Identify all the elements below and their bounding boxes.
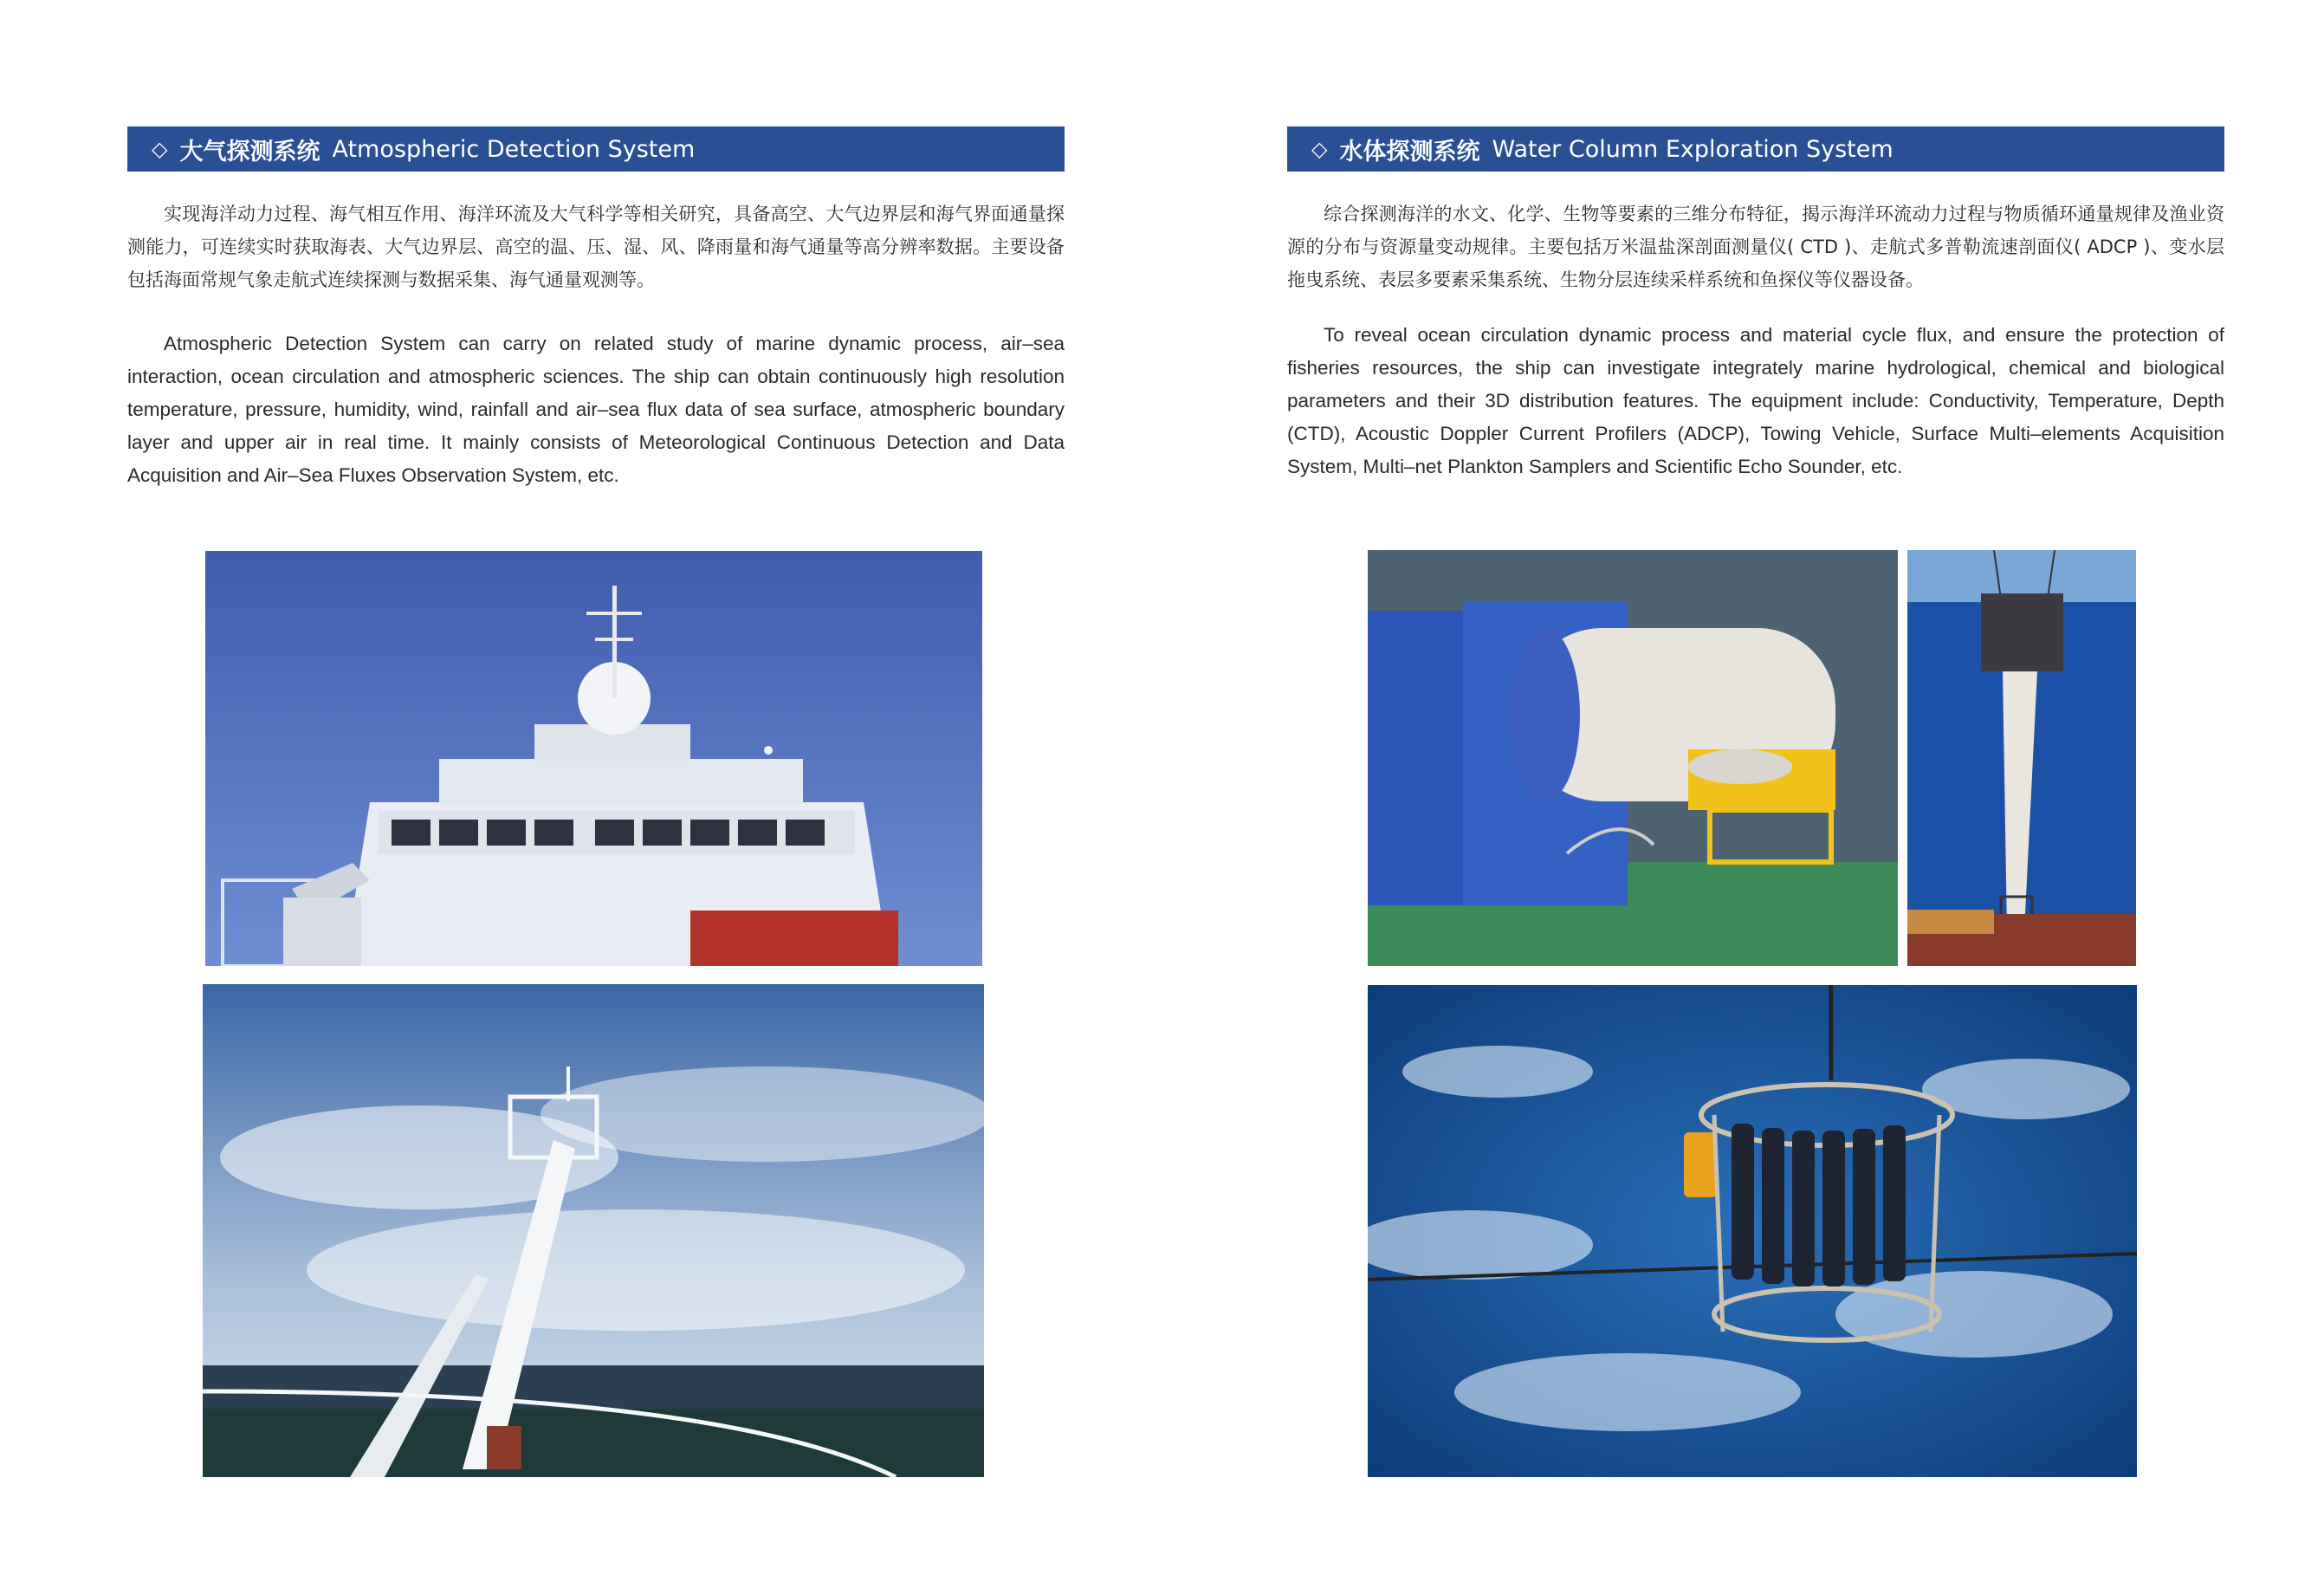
section-title-en: Water Column Exploration System xyxy=(1492,135,1894,163)
diamond-outline-icon: ◇ xyxy=(152,137,168,161)
water-column-description-zh: 综合探测海洋的水文、化学、生物等要素的三维分布特征，揭示海洋环流动力过程与物质循环通量规律及渔业资源的分布与资源量变动规律。主要包括万米温盐深剖面测量仪( CTD )、走航式多普勒流速剖面仪( ADCP )、变水层拖曳系统、表层多要素采集系统、生物分层连续采样系统和鱼探仪等仪器设备。 xyxy=(1287,204,2224,290)
water-column-section-header xyxy=(1287,126,2224,172)
ctd-rosette-photo xyxy=(1368,985,2137,1477)
plankton-sampler-photo xyxy=(1907,550,2136,966)
winch-towing-vehicle-photo xyxy=(1368,550,1898,966)
section-title-zh: 水体探测系统 xyxy=(1339,138,1480,165)
atmospheric-section-header xyxy=(127,126,1065,172)
diamond-outline-icon: ◇ xyxy=(1311,137,1328,161)
atmospheric-description-en: Atmospheric Detection System can carry on related study of marine dynamic process, air–sea interaction, ocean circulation and atmospheric sciences. The ship can obtain continuously high resolution temperature, pressure, humidity, wind, rainfall and air–sea flux data of sea surface, atmospheric boundary layer and upper air in real time. It mainly consists of Meteorological Continuous Detection and Data Acquisition and Air–Sea Fluxes Observation System, etc. xyxy=(127,333,1065,486)
section-title-en: Atmospheric Detection System xyxy=(332,135,696,163)
section-title-zh: 大气探测系统 xyxy=(179,138,320,165)
meteorological-mast-photo xyxy=(203,984,984,1477)
ship-bridge-photo xyxy=(205,551,982,966)
water-column-description-en: To reveal ocean circulation dynamic process and material cycle flux, and ensure the protection of fisheries resources, the ship can investigate integrately marine hydrological, chemical and biological parameters and their 3D distribution features. The equipment include: Conductivity, Temperature, Depth (CTD), Acoustic Doppler Current Profilers (ADCP), Towing Vehicle, Surface Multi–elements Acquisition System, Multi–net Plankton Samplers and Scientific Echo Sounder, etc. xyxy=(1287,324,2224,477)
atmospheric-description-zh: 实现海洋动力过程、海气相互作用、海洋环流及大气科学等相关研究，具备高空、大气边界层和海气界面通量探测能力，可连续实时获取海表、大气边界层、高空的温、压、湿、风、降雨量和海气通量等高分辨率数据。主要设备包括海面常规气象走航式连续探测与数据采集、海气通量观测等。 xyxy=(127,204,1065,290)
